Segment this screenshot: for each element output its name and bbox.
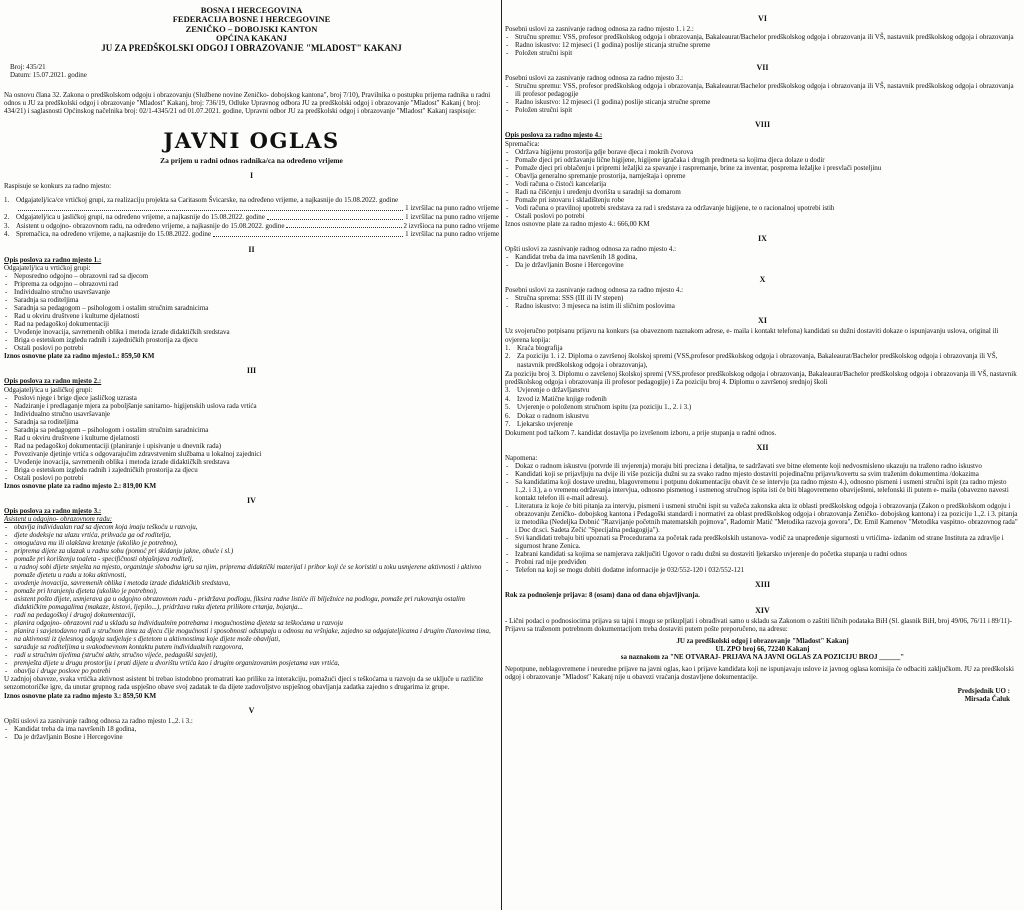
- duties-list: [4, 272, 499, 352]
- list-item: - Telefon na koji se mogu dobiti dodatne informacije je 032/552-120 i 032/552-121: [505, 566, 1020, 574]
- section-subheading: Odgajatelj/ica u jasličkoj grupi:: [4, 385, 93, 394]
- list-item: - Nadziranje i predlaganje mjera za poboljšanje sanitarno- higijenskih uslova rada vrtića: [4, 402, 499, 410]
- column-divider: [501, 0, 502, 910]
- list-item: - Saradnja sa roditeljima: [4, 296, 499, 304]
- header-line-1: BOSNA I HERCEGOVINA: [200, 5, 303, 15]
- list-item: - Radi na čišćenju i uređenju dvorišta u saradnji sa domarom: [505, 188, 1020, 196]
- section-heading: Opis poslova za radno mjesto 2.:: [4, 377, 102, 386]
- address-line: JU za predškolski odgoj i obrazovanje "Mladost" Kakanj: [676, 637, 849, 645]
- page-subtitle: Za prijem u radni odnos radnika/ca na određeno vrijeme: [160, 155, 343, 165]
- list-item: - Izabrani kandidati sa kojima se namjerava zaključiti Ugovor o radu dužni su dostaviti ljekarsko uvjerenje do početka stupanja u radni odnos: [505, 550, 1020, 558]
- list-item: - asistent pošto dijete, usmjerava ga u odgojno obrazovnom radu - pridržava podlogu, fiksira radne listiće ili bilježnice na podlogu, pomaže pri rukovanju ostalim didaktičkim pomagalima (makaze, kistovi, ljepilo...), pridržava ruku djeteta prilikom crtanja, bojanja...: [4, 595, 499, 611]
- list-item: - Održava higijenu prostorija gdje borave djeca i mokrih čvorova: [505, 148, 1020, 156]
- section-heading: Opis poslova za radno mjesto 4.:: [505, 131, 603, 140]
- section-heading: Napomena:: [505, 454, 538, 463]
- list-item: - Neposredno odgojno – obrazovni rad sa djecom: [4, 272, 499, 280]
- salary-line: Iznos osnovne plate za radno mjesto 3.: 859,50 KM: [4, 691, 157, 700]
- documents-list: [505, 344, 1020, 370]
- section-number: X: [759, 275, 766, 285]
- list-item: - Probni rad nije predviđen: [505, 558, 1020, 566]
- list-item: 7. Ljekarsko uvjerenje: [505, 420, 573, 429]
- list-item: - radi na pedagoškoj i drugoj dokumentaciji,: [4, 611, 499, 619]
- list-item: - na aktivnosti iz tjelesnog odgoja sudjeluje s djetetom u aktivnostima koje dijete može obavljati,: [4, 635, 499, 643]
- conditions-list: [505, 253, 1020, 269]
- document-meta: [10, 63, 499, 79]
- list-item: - Pomaže pri istovaru i skladištenju robe: [505, 196, 1020, 204]
- position-item: 1. Odgajatelj/ica/ce vrtićkoj grupi, za realizaciju projekta sa Caritasom Švicarske, na određeno vrijeme, a najkasnije do 15.08.2022. godine: [4, 195, 399, 204]
- list-item: - Individualno stručno usavršavanje: [4, 410, 499, 418]
- document-date: Datum: 15.07.2021. godine: [10, 71, 87, 80]
- header-line-3: ZENIČKO – DOBOJSKI KANTON: [185, 23, 318, 34]
- conditions-list: [505, 82, 1020, 114]
- institution-header: [4, 6, 499, 53]
- list-item: - radi u stručnim tijelima (stručni aktiv, stručno vijeće, pedagoški savjeti),: [4, 651, 499, 659]
- list-item: - pomaže pri hranjenju djeteta (ukoliko je potrebno),: [4, 587, 499, 595]
- list-item: - planira i savjetodavno radi u stručnom timu za djecu čije mogućnosti i sposobnosti odstupaju u odnosu na vršnjake, zajedno sa odgajateljicama i drugim članovima tima,: [4, 627, 499, 635]
- list-item: - Uvođenje inovacija, savremenih oblika i metoda izrade didaktičkih sredstava: [4, 458, 499, 466]
- section-number: VIII: [754, 120, 771, 130]
- list-item: - Pomaže djeci pri oblačenju i pripremi ležaljki za spavanje i raspremanje, brine za inventar, posprema ležaljke i presvlači posteljinu: [505, 164, 1020, 172]
- list-item: - Poslovi njege i brige djece jasličkog uzrasta: [4, 394, 499, 402]
- list-item: - Rad u okviru društvene i kulturne djelatnosti: [4, 434, 499, 442]
- conditions-list: [505, 33, 1020, 57]
- section-heading: Opis poslova za radno mjesto 1.:: [4, 255, 102, 264]
- duties-list: [505, 148, 1020, 220]
- section-number: XII: [756, 443, 769, 453]
- header-line-5: JU ZA PREDŠKOLSKI ODGOJ I OBRAZOVANJE "MLADOST" KAKANJ: [101, 42, 402, 53]
- section-number: V: [248, 705, 255, 715]
- section-number: IX: [758, 234, 767, 244]
- list-item: - sarađuje sa roditeljima u svakodnevnom kontaktu putem individualnih razgovora,: [4, 643, 499, 651]
- list-item: - Saradnja sa pedagogom – psihologom i ostalim stručnim saradnicima: [4, 304, 499, 312]
- section-number: VI: [758, 14, 767, 23]
- salary-line: Iznos osnovne plate za radno mjesto 4.: 666,00 KM: [505, 219, 650, 228]
- list-item: - Literatura iz koje će biti pitanja za intervju, pismeni i usmeni stručni ispit su važeća zakonska akta iz oblasti predškolskog odgoja i obrazovanja (Zakon o predškolskom odgoju i obrazovanju Zeničko- dobojskog kantona i Pedagoški standardi i normativi za oblast predškolskog odgoja i obrazovanja Zeničko- dobojskog kantona) i za poziciju 1.,2. i 3. pitanja iz metodika (Nedeljka Dobnić "Razvijanje početnih matematskih pojmova", Radomir Matić "Metodika razvoja govora", Dr. Emil Kamenov "Metodika vaspitno- obrazovnog rada" i Doc dr.sci. Sadeta Zečić "Specijalna pedagogija").: [505, 502, 1020, 534]
- section-heading: Opšti uslovi za zasnivanje radnog odnosa za radno mjesto 1.,2. i 3.:: [4, 716, 193, 725]
- list-item: - planira odgojno- obrazovni rad u skladu sa individualnim potrebama i mogućnostima djeteta sa teškoćama u razvoju: [4, 619, 499, 627]
- left-column: [4, 0, 499, 910]
- privacy-note: - Lični podaci o podnosiocima prijava su tajni i mogu se prikupljati i obrađivati samo u skladu sa Zakonom o zaštiti ličnih podataka BiH (Sl. glasnik BiH, broj 49/06, 76/11 i 89/11)- Prijavu sa traženom potrebnom dokumentacijom treba dostaviti putem pošte preporučeno, na adresu:: [505, 616, 1012, 633]
- list-item: - obavlja individualan rad sa djecom koja imaju teškoću u razvoju,: [4, 523, 499, 531]
- section-number: XI: [758, 316, 767, 326]
- list-item: - Briga o estetskom izgledu radnih i zajedničkih prostorija za djecu: [4, 466, 499, 474]
- document-number: Broj: 435/21: [10, 63, 46, 72]
- positions-intro: Raspisuje se konkurs za radno mjesto:: [4, 181, 112, 190]
- section-subheading: Asistent u odgojno- obrazovnom radu:: [4, 515, 113, 524]
- list-item: - Svi kandidati trebaju biti upoznati sa Procedurama za početak rada predškolskih ustanova- vodič za unapređenje sigurnosti u vrtićima- izdanim od strane Instituta za zdravlje i sigurnost hrane Zenica.: [505, 534, 1020, 550]
- mailing-address: [505, 637, 1020, 661]
- documents-note: Za poziciju broj 3. Diplomu o završenoj školskoj spremi (VSS,profesor predškolskog odgoja i obrazovanja, Bakaleaurat/Bachelor predškolskog odgoja i obrazovanja ili VŠ, nastavnik predškolskog odgoja i obrazovanja ili profesor pedagogije) i Za poziciju broj 4. Diplomu o završenoj srednjoj školi: [505, 369, 1017, 386]
- list-item: - Sa kandidatima koji dostave urednu, blagovremenu i potpunu dokumentaciju obavit će se intervju (za radno mjesto 4.), odnosno pismeni i usmeni stručni ispit (za radno mjesto 1.,2. i 3.), a o vremenu održavanja intervjua, odnosno pismenog i usmenog stručnog ispita isti će biti blagovremeno obaviješteni, telefonski ili putem e- maila (obavezno navesti kontakt telefon ili e-mail adresu).: [505, 478, 1020, 502]
- documents-end: Dokument pod tačkom 7. kandidat dostavlja po izvršenom izboru, a prije stupanja u radni odnos.: [505, 428, 777, 437]
- list-item: 1. Kraća biografija: [505, 343, 563, 352]
- list-item: - pomaže pri korištenju toaleta - specifičnosti objašnjava roditelj,: [4, 555, 499, 563]
- list-item: - Da je državljanin Bosne i Hercegovine: [505, 261, 1020, 269]
- position-count: 1 izvršilac na puno radno vrijeme: [16, 204, 499, 213]
- list-item: - Ostali poslovi po potrebi: [4, 474, 499, 482]
- header-line-4: OPĆINA KAKANJ: [215, 33, 288, 44]
- list-item: - Kandidati koji se prijavljuju na dvije ili više pozicija dužni su za svako radno mjesto dostaviti pojedinačnu prijavu/kovertu sa svim traženim dokumentima /dokazima: [505, 470, 1020, 478]
- duties-list: [4, 523, 499, 675]
- section-number: VII: [756, 63, 769, 73]
- section-heading: Opis poslova za radno mjesto 3.:: [4, 507, 102, 516]
- list-item: - Individualno stručno usavršavanje: [4, 288, 499, 296]
- list-item: 5. Uvjerenje o položenom stručnom ispitu (za poziciju 1., 2. i 3.): [505, 403, 692, 412]
- address-line: sa naznakom za "NE OTVARAJ- PRIJAVA NA JAVNI OGLAS ZA POZICIJU BROJ ______": [620, 653, 905, 661]
- section-subheading: Odgajatelj/ica u vrtićkoj grupi:: [4, 264, 91, 273]
- list-item: - omogućava mu ili olakšava kretanje (ukoliko je potrebno),: [4, 539, 499, 547]
- list-item: 6. Dokaz o radnom iskustvu: [505, 411, 589, 420]
- list-item: - Ostali poslovi po potrebi: [4, 344, 499, 352]
- salary-line: Iznos osnovne plate za radno mjesto 2.: 819,00 KM: [4, 481, 157, 490]
- list-item: - Saradnja sa pedagogom – psihologom i ostalim stručnim saradnicima: [4, 426, 499, 434]
- documents-intro: Uz svojeručno potpisanu prijavu na konkurs (sa obaveznom naznakom adrese, e- maila i kontakt telefona) kandidati su dužni dostaviti dokaze o ispunjavanju uslova, original ili ovjerena kopija:: [505, 327, 999, 344]
- position-item: 2. Odgajatelj/ica u jasličkoj grupi, na određeno vrijeme, a najkasnije do 15.08.2022. godine 1 izvršilac na puno radno vrijeme: [4, 213, 499, 222]
- list-item: - u radnoj sobi dijete smješta na mjesto, organizuje slobodnu igru sa njim, priprema didaktički materijal i pribor koji će se koristiti u toku usmjerene aktivnosti i aktivno pomaže djetetu u radu u toku aktivnosti,: [4, 563, 499, 579]
- section-heading: Posebni uslovi za zasnivanje radnog odnosa za radno mjesto 1. i 2.:: [505, 25, 694, 33]
- section-heading: Posebni uslovi za zasnivanje radnog odnosa za radno mjesto 3.:: [505, 74, 684, 83]
- section-number: IV: [247, 496, 256, 506]
- section-number: XIII: [754, 580, 771, 590]
- positions-list: [4, 196, 499, 239]
- list-item: - obavlja i druge poslove po potrebi: [4, 667, 499, 675]
- right-column: [505, 0, 1020, 910]
- list-item: - pripremа dijete za ulazak u radnu sobu (pomoć pri skidanju jakne, obuće i sl.): [4, 547, 499, 555]
- address-line: UL ZPO broj 66, 72240 Kakanj: [715, 645, 810, 653]
- assistant-note: U zadnjoj obaveze, svaka vrtićka aktivnost asistent bi trebao istodobno promatrati kao priliku za interakciju, pomažući djeci s teškoćama u razvoju da se uključe u različite senzomotoričke igre, da unutar grupnog rada uspješno obave svoj zadatak te da dijete zadovoljstvo uspješnog obavljanja zadatka zajedno s drugarima iz grupe.: [4, 675, 484, 692]
- position-item: 3. Asistent u odgojno- obrazovnom radu, na određeno vrijeme, a najkasnije do 15.08.2022. godine 2 izvršioca na puno radno vrijeme: [4, 221, 499, 230]
- list-item: - Kandidat treba da ima navršenih 18 godina,: [4, 725, 499, 733]
- list-item: - Vodi računa o pravilnoj upotrebi sredstava za rad i sredstava za održavanje higijene, te o racionalnoj upotrebi istih: [505, 204, 1020, 212]
- list-item: - Uvođenje inovacija, savremenih oblika i metoda izrade didaktičkih sredstava: [4, 328, 499, 336]
- section-heading: Opšti uslovi za zasnivanje radnog odnosa za radno mjesto 4.:: [505, 245, 677, 254]
- list-item: - Kandidat treba da ima navršenih 18 godina,: [505, 253, 1020, 261]
- section-number: III: [246, 366, 257, 376]
- legal-basis: Na osnovu člana 32. Zakona o predškolskom odgoju i obrazovanju (Službene novine Zeničko- dobojskog kantona", broj 7/10), Pravilnika o postupku prijema radnika u radni odnos u JU za predškolski odgoj i obrazovanje "Mladost" Kakanj, broj: 736/19, Odluke Upravnog odbora JU za predškolski odgoj i obrazovanje "Mladost" Kakanj ( broj: 434/21) i saglasnosti Općinskog načelnika broj: 02/1-4345/21 od 01.07.2021. godine, Upravni odbor JU za predškolski odgoj i obrazovanje "Mladost" Kakanj raspisuje:: [4, 91, 491, 116]
- list-item: - Dokaz o radnom iskustvu (potvrde ili uvjerenja) moraju biti precizna i detaljna, te sadržavati sve bitne elemente koji nedvosmisleno ukazuju na traženo radno iskustvo: [505, 462, 1020, 470]
- list-item: - premješta dijete u drugu prostoriju i prati dijete u dvorištu vrtića kao i drugim organizovanim posjetama van vrtića,: [4, 659, 499, 667]
- page-title: JAVNI OGLAS: [163, 127, 340, 153]
- conditions-list: [4, 725, 499, 741]
- section-number: I: [249, 170, 254, 180]
- list-item: 3. Uvjerenje o državljanstvu: [505, 386, 590, 395]
- list-item: - Stručnu spremu: VSS, profesor predškolskog odgoja i obrazovanja, Bakaleaurat/Bachelor predškolskog odgoja i obrazovanja ili VŠ, nastavnik predškolskog odgoja i obrazovanja: [505, 33, 1020, 41]
- list-item: - Saradnja sa roditeljima: [4, 418, 499, 426]
- list-item: - Rad na pedagoškoj dokumentaciji: [4, 320, 499, 328]
- list-item: 4. Izvod iz Matične knjige rođenih: [505, 394, 607, 403]
- list-item: - uvodenje inovacija, savremenih oblika i metoda izrade didaktičkih sredstava,: [4, 579, 499, 587]
- list-item: - Vodi računa o čistoći kancelarija: [505, 180, 1020, 188]
- signature-name: Mirsada Čaluk: [964, 695, 1010, 704]
- notes-list: [505, 462, 1020, 574]
- list-item: - Radno iskustvo: 12 mjeseci (1 godina) poslije sticanja stručne spreme: [505, 41, 1020, 49]
- section-heading: Posebni uslovi za zasnivanje radnog odnosa za radno mjesto 4.:: [505, 286, 684, 295]
- list-item: - Položen stručni ispit: [505, 106, 1020, 114]
- position-item: 4. Spremačica, na određeno vrijeme, a najkasnije do 15.08.2022. godine 1 izvršilac na puno radno vrijeme: [4, 230, 499, 239]
- section-number: II: [248, 244, 255, 254]
- section-subheading: Spremačica:: [505, 139, 540, 148]
- closing-note: Nepotpune, neblagovremene i neuredne prijave na javni oglas, kao i prijave kandidata koji ne ispunjavaju uslove iz javnog oglasa komisija će odbaciti zaključkom. JU za predškolski odgoj i obrazovanje "Mladost" Kakanj nije u obavezi vraćanja dostavljene dokumentacije.: [505, 665, 1014, 682]
- list-item: - Radno iskustvo: 12 mjeseci (1 godina) poslije sticanja stručne spreme: [505, 98, 1020, 106]
- list-item: - Radno iskustvo: 3 mjeseca na istim ili sličnim poslovima: [505, 302, 1020, 310]
- list-item: - Ostali poslovi po potrebi: [505, 212, 1020, 220]
- documents-list: [505, 386, 1020, 429]
- signature-title: Predsjednik UO :: [957, 687, 1010, 696]
- list-item: - Pomaže djeci pri održavanju lične higijene, higijene igračaka i drugih predmeta sa kojima djeca dolaze u dodir: [505, 156, 1020, 164]
- list-item: - Položen stručni ispit: [505, 49, 1020, 57]
- list-item: - Stručna sprema: SSS (III ili IV stepen): [505, 294, 1020, 302]
- list-item: - djete dodeksje na ulazu vrtića, prihvaća ga od roditelja,: [4, 531, 499, 539]
- list-item: - Stručnu spremu: VSS, profesor predškolskog odgoja i obrazovanja, Bakaleaurat/Bachelor predškolskog odgoja i obrazovanja ili VŠ, nastavnik predškolskog odgoja i obrazovanja ili profesor pedagogije: [505, 82, 1020, 98]
- list-item: - Obavlja generalno spremanje prostorija, namještaja i opreme: [505, 172, 1020, 180]
- list-item: - Povezivanje djetinje vrtića s odgovarajućim zdravstvenim službama u lokalnoj zajednici: [4, 450, 499, 458]
- signature-block: [505, 687, 1010, 703]
- list-item: - Briga o estetskom izgledu radnih i zajedničkih prostorija za djecu: [4, 336, 499, 344]
- header-line-2: FEDERACIJA BOSNE I HERCEGOVINE: [172, 14, 331, 25]
- conditions-list: [505, 294, 1020, 310]
- list-item: - Rad na pedagoškoj dokumentaciji (planiranje i upisivanje u dnevnik rada): [4, 442, 499, 450]
- list-item: - Rad u okviru društvene i kulturne djelatnosti: [4, 312, 499, 320]
- section-number: XIV: [755, 605, 770, 615]
- duties-list: [4, 394, 499, 482]
- list-item: - Priprema za odgojno – obrazovni rad: [4, 280, 499, 288]
- list-item: 2. Za poziciju 1. i 2. Diploma o završenoj školskoj spremi (VSS,profesor predškolskog odgoja i obrazovanja, Bakaleaurat/Bachelor predškolskog odgoja i obrazovanja ili VŠ, nastavnik predškolskog odgoja i obrazovanja),: [505, 352, 998, 370]
- deadline: Rok za podnošenje prijava: 8 (osam) dana od dana objavljivanja.: [505, 591, 700, 600]
- salary-line: Iznos osnovne plate za radno mjesto1.: 859,50 KM: [4, 352, 155, 361]
- list-item: - Da je državljanin Bosne i Hercegovine: [4, 733, 499, 741]
